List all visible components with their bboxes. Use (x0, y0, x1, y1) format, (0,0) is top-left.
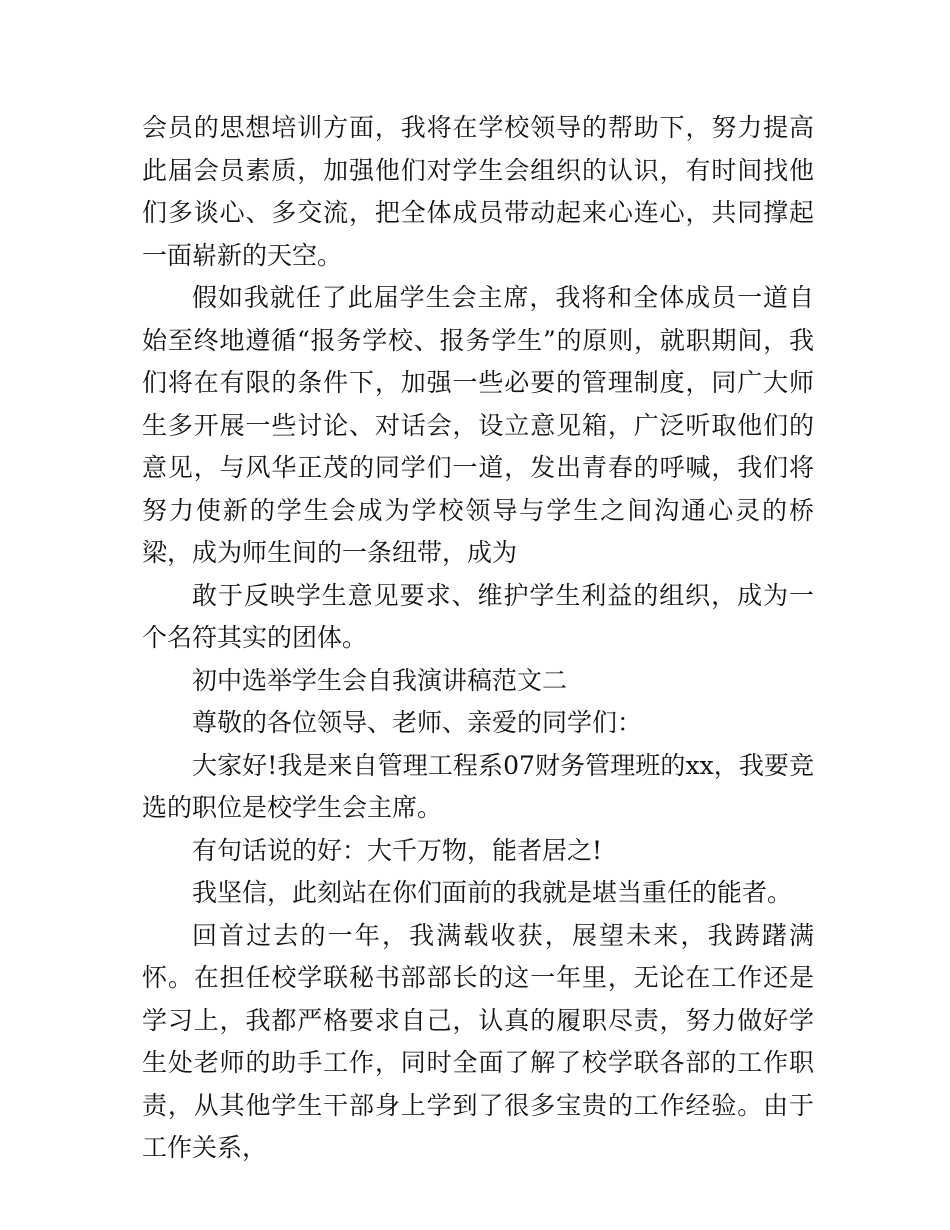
document-body (142, 107, 814, 1170)
paragraph: 回首过去的一年，我满载收获，展望未来，我踌躇满怀。在担任校学联秘书部部长的这一年里，无论在工作还是学习上，我都严格要求自己，认真的履职尽责，努力做好学生处老师的助手工作，同时全面了解了校学联各部的工作职责，从其他学生干部身上学到了很多宝贵的工作经验。由于工作关系， (142, 920, 814, 1162)
paragraph: 敢于反映学生意见要求、维护学生利益的组织，成为一个名符其实的团体。 (142, 580, 814, 652)
paragraph: 有句话说的好：大千万物，能者居之! (192, 835, 603, 865)
paragraph: 会员的思想培训方面，我将在学校领导的帮助下，努力提高此届会员素质，加强他们对学生会组织的认识，有时间找他们多谈心、多交流，把全体成员带动起来心连心，共同撑起一面崭新的天空。 (142, 113, 814, 270)
paragraph: 我坚信，此刻站在你们面前的我就是堪当重任的能者。 (192, 878, 793, 907)
paragraph: 大家好!我是来自管理工程系07财务管理班的xx，我要竞选的职位是校学生会主席。 (142, 750, 814, 822)
paragraph: 假如我就任了此届学生会主席，我将和全体成员一道自始至终地遵循“报务学校、报务学生”的原则，就职期间，我们将在有限的条件下，加强一些必要的管理制度，同广大师生多开展一些讨论、对话会，设立意见箱，广泛听取他们的意见，与风华正茂的同学们一道，发出青春的呼喊，我们将努力使新的学生会成为学校领导与学生之间沟通心灵的桥梁，成为师生间的一条纽带，成为 (142, 283, 814, 567)
salutation: 尊敬的各位领导、老师、亲爱的同学们： (192, 708, 643, 737)
section-title: 初中选举学生会自我演讲稿范文二 (192, 665, 568, 695)
